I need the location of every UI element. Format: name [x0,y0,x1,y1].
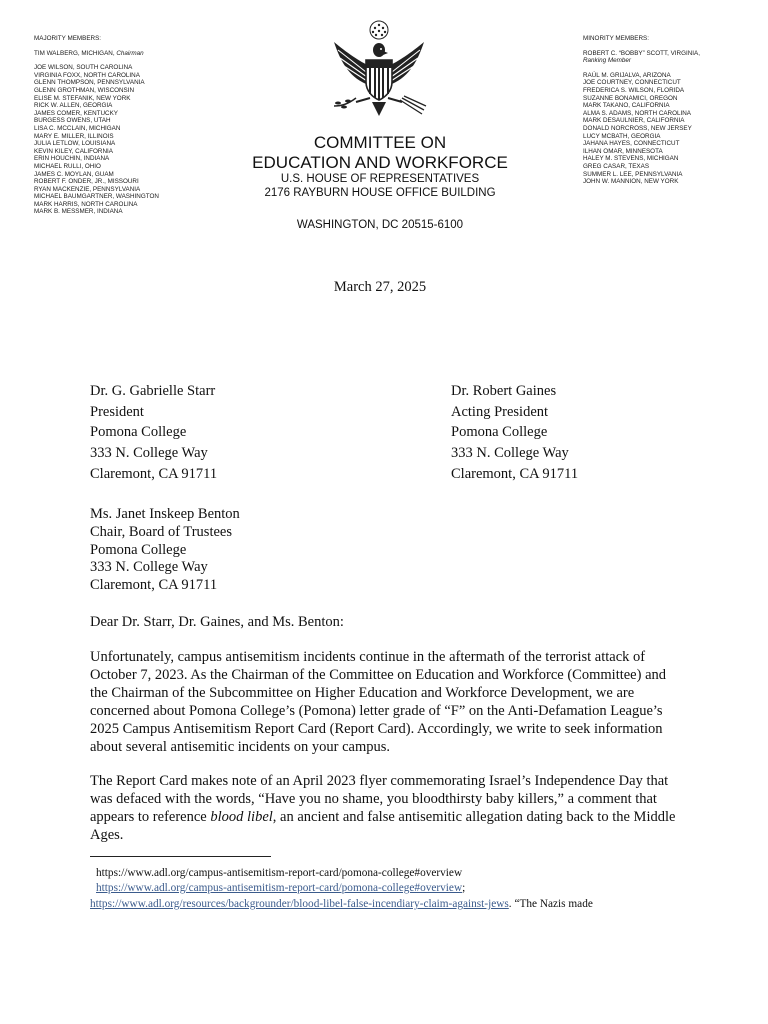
member: MARK HARRIS, NORTH CAROLINA [34,200,138,208]
member: JAHANA HAYES, CONNECTICUT [583,140,680,148]
member: MICHAEL BAUMGARTNER, WASHINGTON [34,193,159,201]
recipient-line: Acting President [451,403,549,420]
member: JOHN W. MANNION, NEW YORK [583,178,679,186]
ranking-role-text: Ranking Member [583,57,631,65]
recipient-block [90,381,217,485]
ranking-role [583,57,700,65]
city-address: WASHINGTON, DC 20515-6100 [296,219,464,231]
recipient-block [90,506,240,595]
majority-list [34,64,159,216]
member: RAÚL M. GRIJALVA, ARIZONA [583,71,671,79]
member: ROBERT F. ONDER, JR., MISSOURI [34,178,139,186]
chair-name: TIM WALBERG, MICHIGAN, [34,49,115,57]
member: MARY E. MILLER, ILLINOIS [34,132,114,140]
salutation: Dear Dr. Starr, Dr. Gaines, and Ms. Benton: [90,614,344,630]
member: FREDERICA S. WILSON, FLORIDA [583,86,685,94]
footnote-text: . “The Nazis made [508,898,593,910]
member: ILHAN OMAR, MINNESOTA [583,147,663,155]
recipient-line: 333 N. College Way [90,559,208,576]
recipient-line: Pomona College [451,424,548,441]
recipient-line: Claremont, CA 91711 [90,465,218,482]
great-seal-eagle-icon [326,20,432,124]
member: LISA C. MCCLAIN, MICHIGAN [34,124,121,132]
member: ERIN HOUCHIN, INDIANA [34,155,110,163]
recipient-line: 333 N. College Way [451,445,569,462]
footnote-text: ; [462,882,466,894]
recipient-line: Ms. Janet Inskeep Benton [90,506,240,522]
member: SUMMER L. LEE, PENNSYLVANIA [583,170,683,178]
member: LUCY MCBATH, GEORGIA [583,132,661,140]
member: MARK DESAULNIER, CALIFORNIA [583,117,685,125]
majority-label: MAJORITY MEMBERS: [34,35,102,42]
body-paragraph: Unfortunately, campus antisemitism incidents continue in the aftermath of the terrorist attack of October 7, 2023. As the Chairman of the Committee on Education and Workforce (Committee) and the Chairman of the Subcommittee on Higher Education and Workforce Development, we are concerned about Pomona College’s (Pomona) letter grade of “F” on the Anti-Defamation League’s 2025 Campus Antisemitism Report Card (Report Card). Accordingly, we write to seek information about several antisemitic incidents on your campus. [90,649,667,755]
recipient-line: 333 N. College Way [90,445,208,462]
footnote-divider [90,856,271,857]
recipient-line: Dr. Robert Gaines [451,383,557,399]
member: RICK W. ALLEN, GEORGIA [34,102,113,110]
recipient-line: President [90,403,144,420]
member: GREG CASAR, TEXAS [583,162,650,170]
member: MARK TAKANO, CALIFORNIA [583,102,670,110]
member: SUZANNE BONAMICI, OREGON [583,94,678,102]
footnote-link[interactable]: https://www.adl.org/resources/backgrounder/blood-libel-false-incendiary-claim-against-jews [90,898,509,910]
member: ELISE M. STEFANIK, NEW YORK [34,94,131,102]
member: DONALD NORCROSS, NEW JERSEY [583,124,692,132]
member: JAMES COMER, KENTUCKY [34,109,118,117]
committee-name-line1: COMMITTEE ON [313,133,447,152]
recipient-line: Pomona College [90,424,187,441]
majority-chair [34,50,159,58]
member: MICHAEL RULLI, OHIO [34,162,101,170]
ranking-name: ROBERT C. “BOBBY” SCOTT, VIRGINIA, [583,49,700,57]
minority-list [583,72,700,186]
footnote-2 [96,881,465,896]
member: GLENN GROTHMAN, WISCONSIN [34,86,135,94]
paragraph-text: , an ancient and false antisemitic allegation dating back to the Middle Ages. [90,808,676,843]
member: JOE COURTNEY, CONNECTICUT [583,79,681,87]
chair-role: Chairman [116,49,144,57]
emphasis-text: blood libel [210,808,273,825]
footnote-3 [90,897,593,912]
building-address: 2176 RAYBURN HOUSE OFFICE BUILDING [264,187,496,199]
recipient-line: Claremont, CA 91711 [90,577,218,594]
minority-members [583,35,700,186]
recipient-block [451,381,578,485]
member: MARK B. MESSMER, INDIANA [34,208,123,216]
recipient-line: Claremont, CA 91711 [451,465,579,482]
member: KEVIN KILEY, CALIFORNIA [34,147,113,155]
member: BURGESS OWENS, UTAH [34,117,111,125]
member: GLENN THOMPSON, PENNSYLVANIA [34,79,145,87]
body-paragraph [90,773,682,845]
member: JULIA LETLOW, LOUISIANA [34,140,116,148]
member: HALEY M. STEVENS, MICHIGAN [583,155,679,163]
recipient-line: Pomona College [90,541,187,558]
committee-name-line2: EDUCATION AND WORKFORCE [252,153,508,172]
recipient-line: Chair, Board of Trustees [90,523,232,540]
footnote-link[interactable]: https://www.adl.org/campus-antisemitism-report-card/pomona-college#overview [96,882,463,894]
member: JAMES C. MOYLAN, GUAM [34,170,114,178]
member: VIRGINIA FOXX, NORTH CAROLINA [34,71,140,79]
recipient-line: Dr. G. Gabrielle Starr [90,383,216,399]
letter-date: March 27, 2025 [333,279,427,295]
footnote-1: https://www.adl.org/campus-antisemitism-report-card/pomona-college#overview [96,867,463,879]
member: RYAN MACKENZIE, PENNSYLVANIA [34,185,141,193]
minority-label: MINORITY MEMBERS: [583,35,650,42]
house-label: U.S. HOUSE OF REPRESENTATIVES [280,173,480,185]
member: ALMA S. ADAMS, NORTH CAROLINA [583,109,692,117]
paragraph-text: The Report Card makes note of an April 2023 flyer commemorating Israel’s Independence Day that was defaced with the words, “Have you no shame, you bloodthirsty baby killers,” a comment that appears to reference [90,773,669,825]
majority-members [34,35,159,216]
member: JOE WILSON, SOUTH CAROLINA [34,64,133,72]
